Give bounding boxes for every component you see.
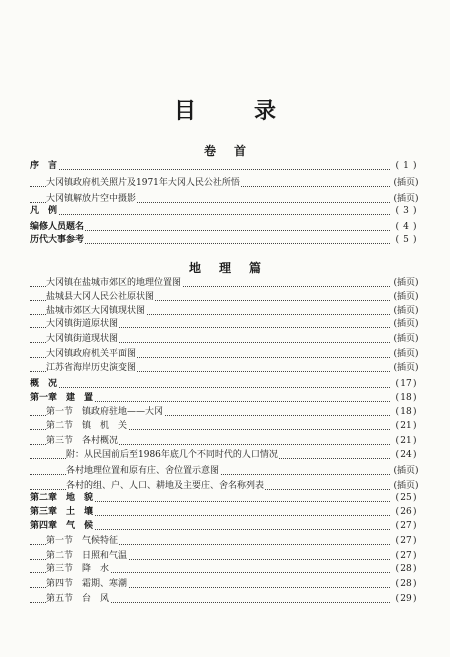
toc-entry-page-number: 27 [400,521,412,531]
toc-entry-page-number: 27 [400,551,412,561]
toc-leader-dots [30,378,390,388]
toc-entry [0,205,450,218]
toc-entry-page-number: 29 [400,594,412,604]
toc-entry-page-number: 5 [403,235,409,245]
toc-entry-page [392,449,420,462]
toc-entry [0,305,450,318]
toc-entry-title: 第二节 镇 机 关 [46,421,128,431]
toc-entry-page-number: 24 [400,450,412,460]
toc-entry [0,465,450,478]
toc-entry [0,593,450,606]
toc-entry-title: 第一节 气候特征 [46,536,119,546]
toc-entry-page-number: 21 [400,436,412,446]
toc-entry-title: 第二节 日照和气温 [46,551,128,561]
toc-entry-page [392,435,420,448]
toc-entry-page [392,520,420,533]
toc-entry-page [392,550,420,563]
toc-entry-page-number: 插页 [396,178,415,188]
toc-entry-title: 第四节 霜期、寒潮 [46,579,128,589]
toc-entry-page-number: 插页 [396,349,415,359]
toc-entry-page-number: 18 [400,407,412,417]
toc-entry-title: 第四章 气 候 [30,521,94,531]
page-title: 目录 [173,98,334,124]
toc-entry-title: 凡 例 [30,206,58,216]
toc-entry-title: 江苏省海岸历史演变图 [46,363,137,373]
toc-entry-page [392,234,420,247]
toc-entry-page-number: 28 [400,579,412,589]
toc-entry-page [392,406,420,419]
section-heading-juanshou: 卷首 [203,144,264,158]
toc-entry-page [392,221,420,234]
toc-entry-page-number: 3 [403,206,409,216]
toc-entry-page [392,277,420,290]
toc-entry-title: 序 言 [30,161,58,171]
toc-entry-page [392,392,420,405]
toc-entry-title: 大冈镇政府机关照片及1971年大冈人民公社所悟 [46,178,240,188]
toc-entry-title: 编修人员题名 [30,222,85,232]
toc-entry-page [392,205,420,218]
toc-entry-page-number: 插页 [396,292,415,302]
toc-entry-page [392,362,420,375]
toc-entry-title: 大冈镇解放片空中摄影 [46,194,137,204]
toc-entry-page [392,492,420,505]
toc-entry-page [392,535,420,548]
toc-entry-title: 盐城市郊区大冈镇现状图 [46,306,146,316]
toc-entry-title: 历代大事参考 [30,235,85,245]
toc-entry-title: 第一章 建 置 [30,393,94,403]
toc-entry [0,177,450,190]
toc-entry [0,520,450,533]
toc-entry-page [392,160,420,173]
toc-entry-page-number: 插页 [396,466,415,476]
toc-entry [0,277,450,290]
toc-entry [0,535,450,548]
toc-entry-page [392,593,420,606]
toc-entry-title: 第三节 降 水 [46,564,110,574]
toc-entry-page-number: 插页 [396,278,415,288]
toc-entry-page-number: 插页 [396,334,415,344]
toc-entry-title: 大冈镇在盐城市郊区的地理位置图 [46,278,182,288]
toc-entry [0,406,450,419]
toc-entry-title: 各村的组、户、人口、耕地及主要庄、舍名称列表 [66,481,265,491]
toc-entry-page-number: 插页 [396,194,415,204]
toc-entry-page-number: 17 [400,379,412,389]
toc-entry-page [392,506,420,519]
toc-entry [0,420,450,433]
toc-entry-title: 大冈镇街道现状图 [46,334,119,344]
toc-entry [0,348,450,361]
toc-leader-dots [30,160,390,170]
toc-entry [0,234,450,247]
toc-entry-title: 第三节 各村概况 [46,436,119,446]
toc-entry-title: 第五节 台 风 [46,594,110,604]
toc-entry [0,506,450,519]
toc-entry-page-number: 插页 [396,363,415,373]
toc-entry-page-number: 26 [400,507,412,517]
toc-entry-title: 大冈镇政府机关平面图 [46,349,137,359]
toc-entry-title: 盐城县大冈人民公社原状图 [46,292,155,302]
toc-entry-page-number: 插页 [396,481,415,491]
toc-leader-dots [30,205,390,215]
toc-entry [0,362,450,375]
toc-entry-title: 各村地理位置和原有庄、舍位置示意图 [66,466,220,476]
section-heading-dili: 地理篇 [188,261,279,275]
toc-entry-title: 第二章 地 貌 [30,493,94,503]
toc-entry [0,291,450,304]
toc-entry-page-number: 27 [400,536,412,546]
toc-entry-page [392,420,420,433]
toc-entry-page-number: 插页 [396,319,415,329]
toc-entry-title: 第三章 土 壤 [30,507,94,517]
toc-entry-page-number: 插页 [396,306,415,316]
toc-entry-page-number: 4 [403,222,409,232]
toc-entry-title: 大冈镇街道原状图 [46,319,119,329]
toc-entry-title: 概 况 [30,379,58,389]
toc-entry [0,578,450,591]
toc-entry-title: 第一节 镇政府驻地——大冈 [46,407,164,417]
toc-entry-page [392,305,420,318]
toc-entry-page [392,348,420,361]
toc-entry-page [392,291,420,304]
toc-entry [0,333,450,346]
toc-entry-page-number: 1 [403,161,409,171]
toc-entry-page [392,333,420,346]
toc-entry [0,492,450,505]
toc-entry-page-number: 21 [400,421,412,431]
toc-entry-page [392,465,420,478]
toc-entry [0,318,450,331]
toc-entry [0,378,450,391]
toc-entry [0,392,450,405]
toc-entry-page-number: 25 [400,493,412,503]
toc-entry [0,550,450,563]
toc-entry [0,435,450,448]
toc-entry-page-number: 18 [400,393,412,403]
toc-entry-page [392,563,420,576]
toc-entry-page-number: 28 [400,564,412,574]
toc-entry-page [392,578,420,591]
toc-entry-page [392,177,420,190]
toc-entry [0,563,450,576]
toc-entry [0,449,450,462]
toc-entry-page [392,318,420,331]
toc-entry-page [392,378,420,391]
toc-entry-title: 附：从民国前后至1986年底几个不同时代的人口情况 [66,450,278,460]
toc-entry [0,221,450,234]
toc-entry [0,160,450,173]
